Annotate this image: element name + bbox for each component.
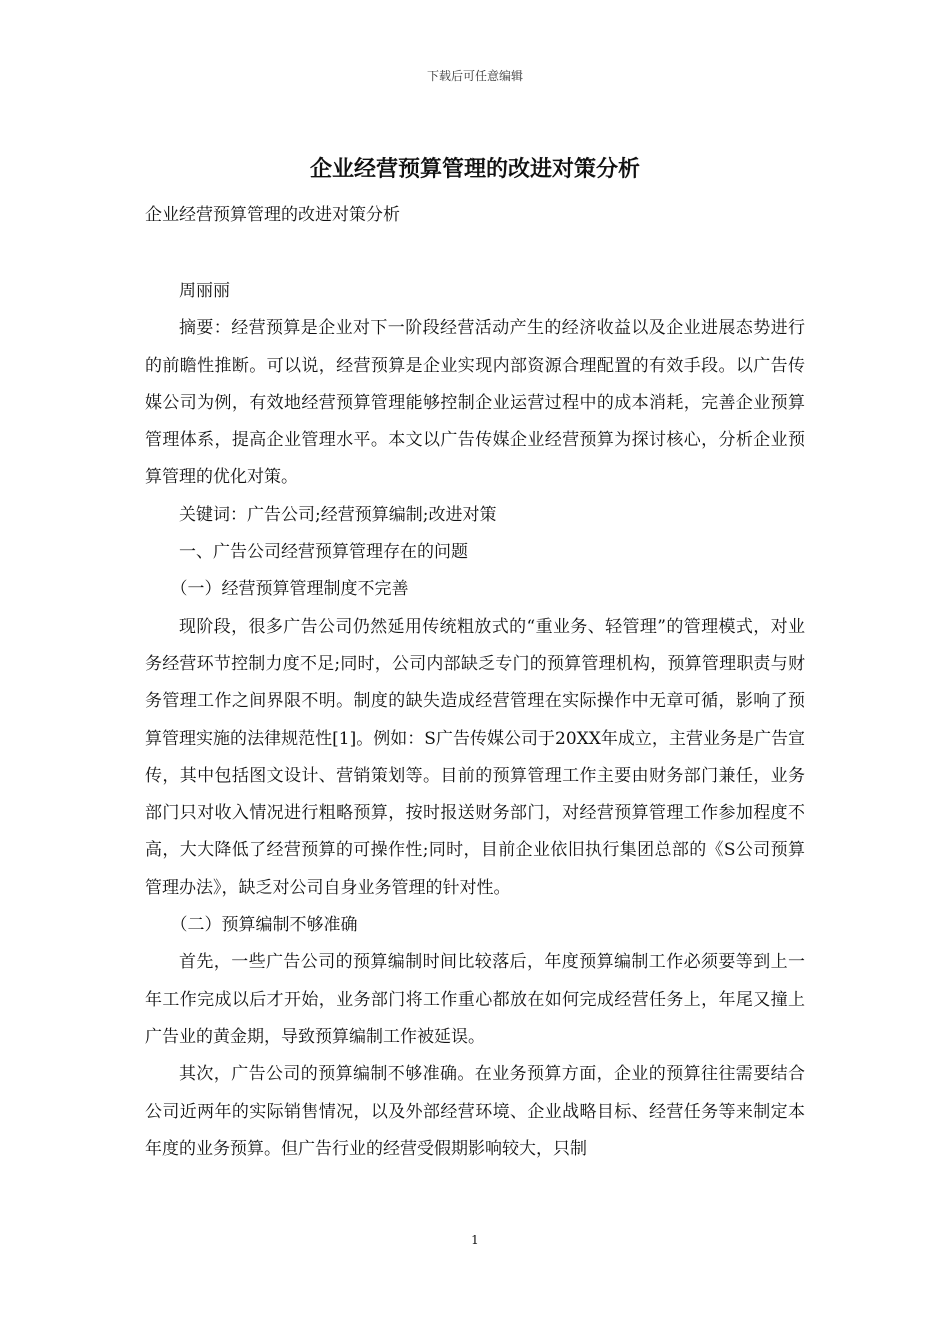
subsection-heading-2: （二）预算编制不够准确: [170, 915, 358, 936]
document-subtitle: 企业经营预算管理的改进对策分析: [145, 205, 400, 225]
body-paragraph-1: 现阶段，很多广告公司仍然延用传统粗放式的“重业务、轻管理”的管理模式，对业务经营环节控制力度不足;同时，公司内部缺乏专门的预算管理机构，预算管理职责与财务管理工作之间界限不明。制度的缺失造成经营管理在实际操作中无章可循，影响了预算管理实施的法律规范性[1]。例如：S广告传媒公司于20XX年成立，主营业务是广告宣传，其中包括图文设计、营销策划等。目前的预算管理工作主要由财务部门兼任，业务部门只对收入情况进行粗略预算，按时报送财务部门，对经营预算管理工作参加程度不高，大大降低了经营预算的可操作性;同时，目前企业依旧执行集团总部的《S公司预算管理办法》，缺乏对公司自身业务管理的针对性。: [145, 616, 805, 898]
header-note: 下载后可任意编辑: [426, 69, 523, 83]
section-heading-1: 一、广告公司经营预算管理存在的问题: [179, 542, 468, 563]
author-line: 周丽丽: [179, 281, 230, 301]
subsection-heading-1: （一）经营预算管理制度不完善: [170, 579, 409, 600]
abstract-paragraph: 摘要：经营预算是企业对下一阶段经营活动产生的经济收益以及企业进展态势进行的前瞻性推断。可以说，经营预算是企业实现内部资源合理配置的有效手段。以广告传媒公司为例，有效地经营预算管理能够控制企业运营过程中的成本消耗，完善企业预算管理体系，提高企业管理水平。本文以广告传媒企业经营预算为探讨核心，分析企业预算管理的优化对策。: [145, 318, 805, 488]
document-body: [145, 273, 805, 1168]
body-paragraph-2: 首先，一些广告公司的预算编制时间比较落后，年度预算编制工作必须要等到上一年工作完成以后才开始，业务部门将工作重心都放在如何完成经营任务上，年尾又撞上广告业的黄金期，导致预算编制工作被延误。: [145, 952, 805, 1047]
keywords-paragraph: 关键词：广告公司;经营预算编制;改进对策: [179, 504, 497, 525]
body-paragraph-3: 其次，广告公司的预算编制不够准确。在业务预算方面，企业的预算往往需要结合公司近两年的实际销售情况，以及外部经营环境、企业战略目标、经营任务等来制定本年度的业务预算。但广告行业的经营受假期影响较大，只制: [145, 1064, 805, 1159]
page-number: 1: [471, 1233, 479, 1247]
document-title: 企业经营预算管理的改进对策分析: [309, 156, 640, 182]
